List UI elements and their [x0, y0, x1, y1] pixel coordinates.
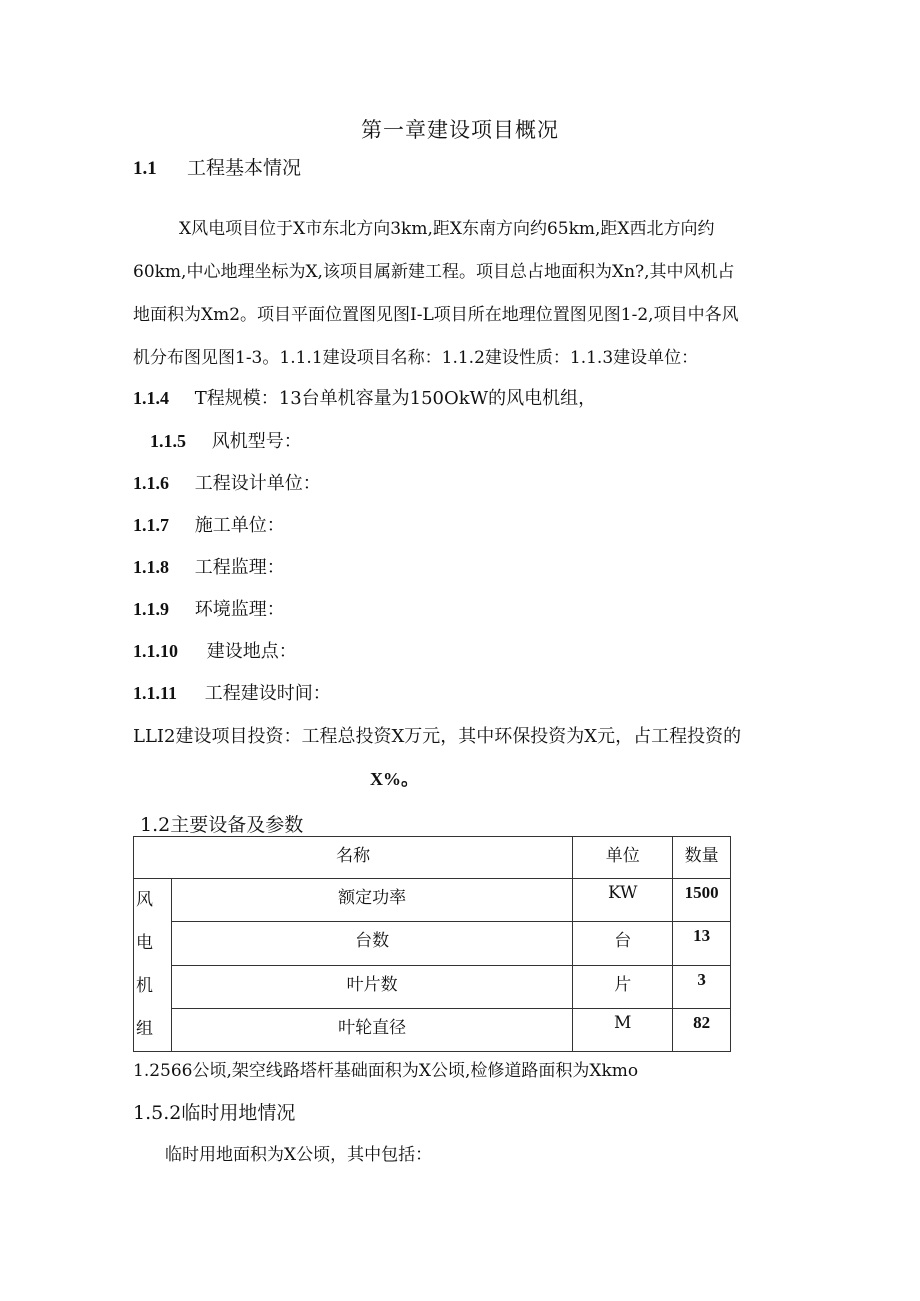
page-title: 第一章建设项目概况 [361, 118, 559, 142]
item-number: 1.1.7 [133, 515, 169, 535]
section-1-2-heading: 1.2主要设备及参数 [140, 814, 304, 836]
item-number: 1.1.11 [133, 683, 178, 703]
group-char: 组 [136, 1019, 153, 1039]
cell-name: 额定功率 [172, 879, 573, 922]
table-header-row [134, 837, 731, 879]
intro-paragraph [133, 208, 793, 380]
temp-land-text: 临时用地面积为X公顷，其中包括： [165, 1145, 433, 1165]
item-label: 工程监理： [194, 557, 285, 578]
item-1-1-9 [133, 595, 285, 621]
section-label: 工程基本情况 [187, 157, 302, 179]
cell-qty: 3 [673, 965, 731, 1008]
item-label: 工程设计单位： [194, 473, 321, 494]
cell-unit: M [573, 1008, 673, 1051]
section-1-1-heading [133, 153, 301, 180]
cell-name: 叶片数 [172, 965, 573, 1008]
item-label: 施工单位： [194, 515, 285, 536]
item-label: 环境监理： [194, 599, 285, 620]
item-label: T程规模：13台单机容量为150OkW的风电机组， [194, 388, 597, 409]
header-name: 名称 [134, 837, 573, 879]
item-1-1-11 [133, 679, 331, 705]
cell-name: 台数 [172, 922, 573, 965]
intro-line: 60km,中心地理坐标为X,该项目属新建工程。项目总占地面积为Xn?,其中风机占 [133, 262, 735, 282]
group-char: 机 [136, 976, 153, 996]
investment-line: LLI2建设项目投资：工程总投资X万元，其中环保投资为X元，占工程投资的 [133, 726, 742, 747]
area-note: 1.2566公顷,架空线路塔杆基础面积为X公顷,检修道路面积为Xkmo [133, 1061, 639, 1081]
table-row [134, 879, 731, 922]
section-1-5-2-heading: 1.5.2临时用地情况 [133, 1102, 296, 1124]
table-row [134, 1008, 731, 1051]
cell-qty: 1500 [673, 879, 731, 922]
intro-line: 地面积为Xm2。项目平面位置图见图I-L项目所在地理位置图见图1-2,项目中各风 [133, 305, 739, 325]
item-number: 1.1.8 [133, 557, 169, 577]
item-number: 1.1.10 [133, 641, 178, 661]
item-1-1-10 [133, 637, 297, 663]
item-1-1-6 [133, 469, 321, 495]
item-label: 建设地点： [206, 641, 297, 662]
cell-qty: 82 [673, 1008, 731, 1051]
item-number: 1.1.4 [133, 388, 169, 408]
table-row [134, 922, 731, 965]
cell-qty: 13 [673, 922, 731, 965]
equipment-table [133, 836, 731, 1052]
header-unit: 单位 [573, 837, 673, 879]
item-1-1-7 [133, 511, 285, 537]
group-cell [134, 879, 172, 1052]
investment-percent: X%。 [370, 769, 419, 789]
item-number: 1.1.5 [150, 431, 186, 451]
section-number: 1.1 [133, 158, 157, 179]
header-qty: 数量 [673, 837, 731, 879]
item-1-1-8 [133, 553, 285, 579]
table-row [134, 965, 731, 1008]
item-number: 1.1.6 [133, 473, 169, 493]
item-1-1-4 [133, 384, 596, 410]
intro-line: X风电项目位于X市东北方向3km,距X东南方向约65km,距X西北方向约 [179, 219, 715, 239]
cell-unit: 台 [573, 922, 673, 965]
group-char: 风 [136, 890, 153, 910]
intro-line: 机分布图见图1-3。1.1.1建设项目名称：1.1.2建设性质：1.1.3建设单位： [133, 348, 699, 368]
group-char: 电 [136, 933, 153, 953]
item-label: 工程建设时间： [204, 683, 331, 704]
cell-unit: 片 [573, 965, 673, 1008]
item-number: 1.1.9 [133, 599, 169, 619]
cell-unit: KW [573, 879, 673, 922]
item-label: 风机型号： [211, 431, 302, 452]
item-1-1-5 [150, 427, 302, 453]
cell-name: 叶轮直径 [172, 1008, 573, 1051]
